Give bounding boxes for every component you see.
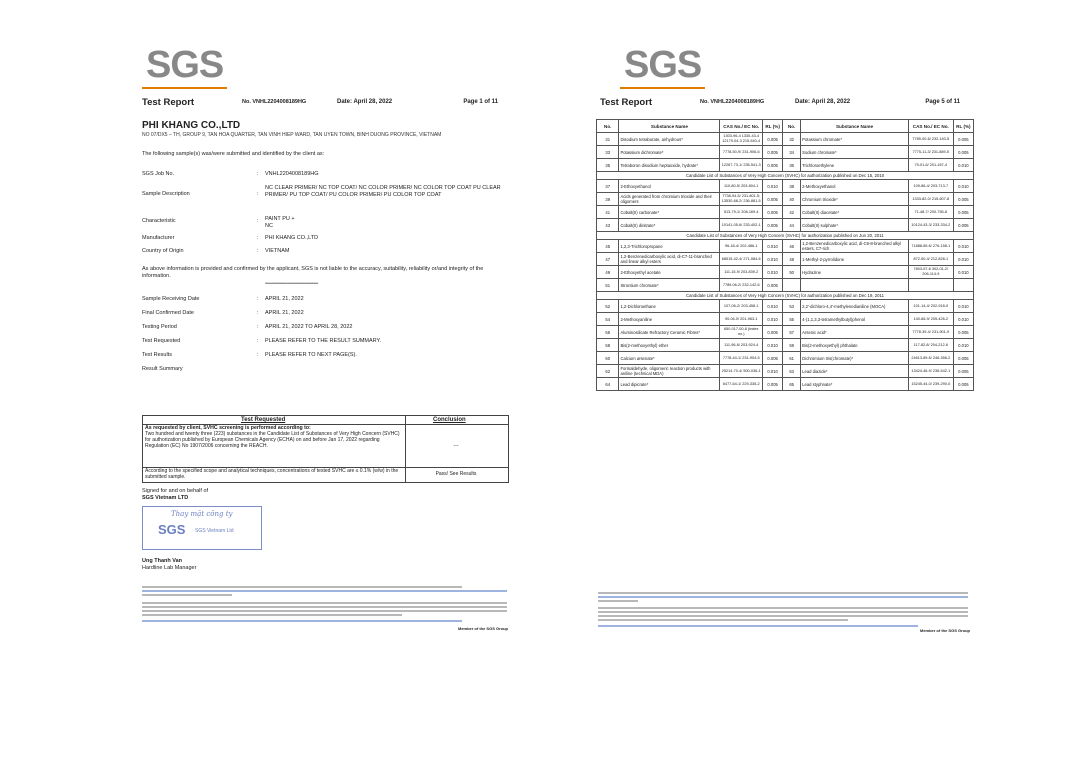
table-cell: 48	[783, 253, 801, 266]
table-row	[597, 326, 974, 339]
table-cell: 2-Methoxyaniline	[619, 313, 720, 326]
candidate-list-caption: Candidate List of Substances of Very High Concern (SVHC) for authorization published on Dec 15, 2010	[597, 172, 974, 180]
fine-print	[598, 615, 968, 617]
report-number: No. VNHL2204008189HG	[700, 99, 765, 105]
signer-name: Ung Thanh Van	[142, 558, 183, 564]
page-number: Page 5 of 11	[925, 99, 960, 105]
table-cell: 12267-73-1/ 235-541-3	[720, 159, 763, 172]
table-cell: 0.010	[953, 159, 973, 172]
col-header: CAS No./ EC No.	[720, 120, 763, 133]
fine-print	[142, 606, 507, 608]
fine-print	[142, 610, 507, 612]
table-cell: Bis(2-methoxyethyl) phthalate	[801, 339, 909, 352]
table-cell: Lead styphnate*	[801, 378, 909, 391]
logo-underline	[620, 87, 705, 89]
fine-print	[598, 596, 968, 598]
field-value: VIETNAM	[265, 248, 290, 254]
summary-row1-heading: As requested by client, SVHC screening is performed according to:	[145, 425, 311, 431]
table-cell: Tetraboron disodium heptaoxide, hydrate*	[619, 159, 720, 172]
fine-print	[598, 607, 968, 609]
table-cell: 25214-70-4/ 500-036-1	[720, 365, 763, 378]
summary-row1-conclusion: ---	[453, 443, 459, 449]
table-cell: 7738-94-5/ 231-801-5; 13530-68-2/ 236-881-5	[720, 193, 763, 206]
table-cell: 1,2-Benzenedicarboxylic acid, di-C6-8-branched alkyl esters, C7-rich	[801, 240, 909, 253]
table-row	[597, 180, 974, 193]
table-cell: 33	[597, 146, 619, 159]
table-cell: 0.010	[953, 300, 973, 313]
stamp-vietnam: SGS Vietnam Ltd	[195, 528, 234, 534]
table-cell: 13424-46-9/ 236-542-1	[908, 365, 953, 378]
table-cell: Lead dipicrate*	[619, 378, 720, 391]
table-cell: 64	[597, 378, 619, 391]
table-row	[597, 352, 974, 365]
fine-print	[142, 594, 232, 596]
table-cell: 0.005	[953, 219, 973, 232]
table-cell: 15245-44-0/ 239-290-0	[908, 378, 953, 391]
table-cell: 31	[597, 133, 619, 146]
table-row	[597, 219, 974, 232]
company-address: NO 07/DX5 – TH, GROUP 9, TAN HOA QUARTER, TAN VINH HIEP WARD, TAN UYEN TOWN, BINH DUONG PROVINCE, VIETNAM	[142, 132, 442, 138]
table-cell: 7778-50-9/ 231-906-6	[720, 146, 763, 159]
table-row	[597, 193, 974, 206]
table-cell: 0.005	[763, 378, 783, 391]
table-cell: Hydrazine	[801, 266, 909, 279]
table-cell: 57	[783, 326, 801, 339]
table-cell: 0.005	[763, 133, 783, 146]
signed-org: SGS Vietnam LTD	[142, 495, 189, 501]
summary-header	[143, 416, 508, 425]
table-cell: 650-017-00-8 (Index no.)	[720, 326, 763, 339]
table-row	[597, 313, 974, 326]
summary-row2-conclusion: Pass/ See Results	[435, 471, 477, 477]
table-cell: 10124-43-3/ 233-334-2	[908, 219, 953, 232]
page-number: Page 1 of 11	[463, 99, 498, 105]
table-row	[597, 253, 974, 266]
table-header-row	[597, 120, 974, 133]
field-label: SGS Job No.	[142, 171, 175, 177]
field-label: Test Results	[142, 352, 172, 358]
field-label: Manufacturer	[142, 235, 175, 241]
table-cell: 45	[597, 240, 619, 253]
table-cell: 0.010	[763, 266, 783, 279]
table-cell: 42	[783, 206, 801, 219]
table-cell: Acids generated from chromium trioxide and their oligomers	[619, 193, 720, 206]
field-value: PAINT PU + NC	[265, 216, 295, 229]
table-row	[597, 300, 974, 313]
fine-print	[598, 619, 848, 621]
table-cell: 71888-89-6/ 276-158-1	[908, 240, 953, 253]
col-header: Substance Name	[801, 120, 909, 133]
intro-text: The following sample(s) was/were submitted and identified by the client as:	[142, 151, 325, 157]
table-cell: 7789-06-2/ 232-142-6	[720, 279, 763, 292]
table-cell: 71-48-7/ 200-755-8	[908, 206, 953, 219]
table-cell: 0.010	[953, 253, 973, 266]
table-cell: 7775-11-3/ 231-889-5	[908, 146, 953, 159]
table-cell: 34	[783, 146, 801, 159]
table-cell: Bis(2-methoxyethyl) ether	[619, 339, 720, 352]
report-title: Test Report	[600, 97, 653, 108]
table-cell: 1303-96-4 1330-43-4 12179-04-3 215-540-4	[720, 133, 763, 146]
field-label: Test Requested	[142, 338, 181, 344]
table-row	[597, 339, 974, 352]
report-number: No. VNHL2204008189HG	[242, 99, 307, 105]
table-cell: Cobalt(II) carbonate*	[619, 206, 720, 219]
company-stamp	[142, 506, 262, 550]
table-cell: 110-80-5/ 203-804-1	[720, 180, 763, 193]
table-row	[597, 266, 974, 279]
table-cell: 513-79-1/ 208-169-4	[720, 206, 763, 219]
candidate-list-row	[597, 232, 974, 240]
table-cell: Lead diazide*	[801, 365, 909, 378]
field-label: Final Confirmed Date	[142, 310, 194, 316]
svhc-substance-table	[596, 119, 974, 391]
table-cell: 0.010	[763, 180, 783, 193]
table-cell: 140-66-9/ 205-426-2	[908, 313, 953, 326]
table-cell: 2-Ethoxyethanol	[619, 180, 720, 193]
table-cell: Formaldehyde, oligomeric reaction products with aniline (technical MDA)	[619, 365, 720, 378]
table-cell: 111-15-9/ 203-839-2	[720, 266, 763, 279]
table-cell: 1333-82-0/ 215-607-8	[908, 193, 953, 206]
report-date: Date: April 28, 2022	[337, 99, 393, 105]
table-row	[597, 206, 974, 219]
table-cell: Potassium chromate*	[801, 133, 909, 146]
fine-print	[142, 620, 462, 622]
table-cell: Arsenic acid*	[801, 326, 909, 339]
field-value: PHI KHANG CO.,LTD	[265, 235, 319, 241]
table-cell: 0.005	[763, 352, 783, 365]
table-cell: 101-14-4/ 202-918-9	[908, 300, 953, 313]
table-cell	[801, 279, 909, 292]
field-value: APRIL 21, 2022	[265, 296, 304, 302]
col-header: RL (%)	[953, 120, 973, 133]
table-cell: 0.005	[763, 326, 783, 339]
report-page-1: SGS Test Report No. VNHL2204008189HG Date: April 28, 2022 Page 1 of 11 PHI KHANG CO.,LTD NO 07/DX5 – TH, GROUP 9, TAN HOA QUARTER, TAN VINH HIEP WARD, TAN UYEN TOWN, BINH DUONG PROVINCE, VIETNAM The following sample(s) was/were submitted and identified by the client as: SGS Job No. : VNHL2204008189HG Sample Description : NC CLEAR PRIMER/ NC TOP COAT/ NC COLOR PRIMER/ NC COLOR TOP COAT PU CLEAR PRIMER/ PU TOP COAT/ PU COLOR PRIMER/ PU COLOR TOP COAT Characteristic : PAINT PU + NC Manufacturer : PHI KHANG CO.,LTD Country of Origin : VIETNAM As above information is provided and confirmed by the applicant, SGS is not liable to the accuracy, suitability, reliability or/and integrity of the information. ************************************************** Sample Receiving Date : APRIL 21, 2022 Final Confirmed Date : APRIL 21, 2022 Testing Period : APRIL 21, 2022 TO APRIL 28, 2022 Test Requested : PLEASE REFER TO THE RESULT SUMMARY. Test Results : PLEASE REFER TO NEXT PAGE(S). Result Summary Test Requested Conclusion As requested by client, SVHC screening is performed according to: Two hundred and twenty three (223) substances in the Candidate List of Substances of Very High Concern (SVHC) for authorization published by European Chemicals Agency (ECHA) on and before Jan 17, 2022 regarding Regulation (EC) No 1907/2006 concerning the REACH. --- According to the specified scope and analytical techniques, concentrations of tested SVHC are ≤ 0.1% (w/w) in the submitted sample. Pass/ See Results Signed for and on behalf of SGS Vietnam LTD Thay mặt công ty SGS SGS Vietnam Ltd Ung Thanh Van Hardline Lab Manager Member of the SGS Group	[120, 30, 520, 650]
table-cell: 50	[783, 266, 801, 279]
table-row	[597, 279, 974, 292]
table-cell: 107-06-2/ 203-458-1	[720, 300, 763, 313]
table-cell: Trichloroethylene	[801, 159, 909, 172]
table-cell: 0.005	[953, 365, 973, 378]
table-cell: 0.005	[953, 193, 973, 206]
table-cell: 58	[597, 339, 619, 352]
table-cell: 2-Methoxyethanol	[801, 180, 909, 193]
fine-print	[598, 592, 968, 594]
report-header	[600, 98, 972, 110]
stamp-sgs: SGS	[158, 522, 186, 537]
table-cell: 0.010	[953, 313, 973, 326]
table-cell: 0.010	[763, 300, 783, 313]
table-cell: 2,2'-dichloro-4,4'-methylenedianiline (MOCA)	[801, 300, 909, 313]
report-page-5	[582, 30, 982, 650]
table-cell: 0.005	[763, 159, 783, 172]
table-cell: Dichromium tris(chromate)*	[801, 352, 909, 365]
table-cell: 117-82-8/ 204-212-6	[908, 339, 953, 352]
table-cell: 54	[597, 313, 619, 326]
candidate-list-row	[597, 172, 974, 180]
report-date: Date: April 28, 2022	[795, 99, 851, 105]
table-cell: 1,2,3-Trichloropropane	[619, 240, 720, 253]
table-row	[597, 159, 974, 172]
table-cell: 0.005	[763, 206, 783, 219]
table-row	[597, 133, 974, 146]
table-cell: 872-50-4/ 212-828-1	[908, 253, 953, 266]
sgs-logo-text: SGS	[146, 44, 224, 86]
table-cell: 65	[783, 378, 801, 391]
sgs-logo	[142, 44, 227, 90]
table-cell: 10141-05-6/ 233-402-1	[720, 219, 763, 232]
table-cell: Cobalt(II) sulphate*	[801, 219, 909, 232]
table-cell: 0.010	[763, 253, 783, 266]
table-cell: 2-Ethoxyethyl acetate	[619, 266, 720, 279]
table-cell: 24613-89-6/ 246-356-2	[908, 352, 953, 365]
candidate-list-caption: Candidate List of Substances of Very High Concern (SVHC) for authorization published on Dec 19, 2011	[597, 292, 974, 300]
table-cell: 111-96-6/ 203-924-4	[720, 339, 763, 352]
table-cell: Chromium trioxide*	[801, 193, 909, 206]
table-cell: 0.005	[763, 219, 783, 232]
sgs-logo-text: SGS	[624, 44, 702, 86]
table-cell: Strontium chromate*	[619, 279, 720, 292]
field-label: Sample Description	[142, 191, 190, 197]
table-cell: Potassium dichromate*	[619, 146, 720, 159]
table-cell: 49	[597, 266, 619, 279]
table-cell: 52	[597, 300, 619, 313]
fine-print	[598, 625, 918, 627]
table-row	[597, 378, 974, 391]
table-cell: 0.010	[763, 240, 783, 253]
table-cell	[953, 279, 973, 292]
table-cell: 0.010	[763, 365, 783, 378]
table-cell: 96-18-4/ 202-486-1	[720, 240, 763, 253]
table-cell: 61	[783, 352, 801, 365]
result-summary-table	[142, 415, 509, 483]
table-cell: 62	[597, 365, 619, 378]
field-value: NC CLEAR PRIMER/ NC TOP COAT/ NC COLOR PRIMER/ NC COLOR TOP COAT PU CLEAR PRIMER/ PU TOP COAT/ PU COLOR PRIMER/ PU COLOR TOP COAT	[265, 185, 501, 198]
table-cell: 7789-00-6/ 232-140-5	[908, 133, 953, 146]
table-cell: 0.005	[953, 206, 973, 219]
table-cell: Disodium tetraborate, anhydrous*	[619, 133, 720, 146]
table-cell: 0.005	[953, 352, 973, 365]
disclaimer-text: As above information is provided and confirmed by the applicant, SGS is not liable to the accuracy, suitability, reliability or/and integrity of the information.	[142, 266, 484, 279]
sgs-member-note: Member of the SGS Group	[457, 626, 508, 631]
table-cell: 0.010	[953, 240, 973, 253]
summary-row1-text: Two hundred and twenty three (223) substances in the Candidate List of Substances of Very High Concern (SVHC) for authorization published by European Chemicals Agency (ECHA) on and before Jan 17, 2022 regarding Regulation (EC) No 1907/2006 concerning the REACH.	[145, 431, 400, 449]
table-cell: 0.005	[763, 279, 783, 292]
separator-stars: **************************************************	[265, 281, 318, 286]
field-label: Country of Origin	[142, 248, 184, 254]
table-cell: 41	[597, 206, 619, 219]
field-value: APRIL 21, 2022 TO APRIL 28, 2022	[265, 324, 353, 330]
table-cell	[783, 279, 801, 292]
table-cell: 0.005	[763, 146, 783, 159]
table-cell: 40	[783, 193, 801, 206]
candidate-list-row	[597, 292, 974, 300]
table-cell: 0.005	[763, 193, 783, 206]
table-cell: Cobalt(II) diacetate*	[801, 206, 909, 219]
table-cell: 0.010	[763, 313, 783, 326]
table-cell: 1-Methyl-2-pyrrolidone	[801, 253, 909, 266]
table-row	[597, 240, 974, 253]
table-cell: 63	[783, 365, 801, 378]
table-cell: 44	[783, 219, 801, 232]
field-value: VNHL2204008189HG	[265, 171, 319, 177]
table-cell: 56	[597, 326, 619, 339]
summary-col-conclusion: Conclusion	[433, 417, 466, 423]
table-cell	[908, 279, 953, 292]
table-cell: 59	[783, 339, 801, 352]
table-cell: 32	[783, 133, 801, 146]
report-title: Test Report	[142, 97, 195, 108]
table-cell: 35	[597, 159, 619, 172]
col-header: No.	[597, 120, 619, 133]
table-cell: 60	[597, 352, 619, 365]
table-cell: Aluminosilicate Refractory Ceramic Fibres*	[619, 326, 720, 339]
table-cell: 7803-57-8 302-01-2/ 206-114-9	[908, 266, 953, 279]
table-cell: 36	[783, 159, 801, 172]
table-row	[597, 146, 974, 159]
table-cell: 6477-64-1/ 229-335-2	[720, 378, 763, 391]
table-cell: 53	[783, 300, 801, 313]
table-cell: 79-01-6/ 201-167-4	[908, 159, 953, 172]
table-cell: 55	[783, 313, 801, 326]
signed-label: Signed for and on behalf of	[142, 488, 209, 494]
logo-underline	[142, 87, 227, 89]
table-cell: 43	[597, 219, 619, 232]
fine-print	[598, 600, 638, 602]
field-label: Characteristic	[142, 218, 176, 224]
table-cell: 0.010	[953, 339, 973, 352]
table-cell: 38	[783, 180, 801, 193]
table-cell: 39	[597, 193, 619, 206]
col-header: Substance Name	[619, 120, 720, 133]
table-cell: 0.005	[953, 133, 973, 146]
table-cell: Calcium arsenate*	[619, 352, 720, 365]
field-label: Sample Receiving Date	[142, 296, 200, 302]
col-header: RL (%)	[763, 120, 783, 133]
fine-print	[142, 590, 507, 592]
company-name: PHI KHANG CO.,LTD	[142, 120, 241, 131]
report-header	[142, 98, 510, 110]
sgs-member-note: Member of the SGS Group	[919, 628, 970, 633]
table-cell: 90-04-0/ 201-963-1	[720, 313, 763, 326]
table-cell: 4-(1,1,3,3-tetramethylbutyl)phenol	[801, 313, 909, 326]
sgs-logo	[620, 44, 705, 90]
field-value: APRIL 21, 2022	[265, 310, 304, 316]
table-cell: 0.005	[953, 326, 973, 339]
field-value: PLEASE REFER TO NEXT PAGE(S).	[265, 352, 357, 358]
table-cell: 47	[597, 253, 619, 266]
table-cell: 51	[597, 279, 619, 292]
stamp-handwriting: Thay mặt công ty	[171, 510, 233, 518]
table-cell: 1,2-Dichloroethane	[619, 300, 720, 313]
field-value: PLEASE REFER TO THE RESULT SUMMARY.	[265, 338, 382, 344]
table-cell: 1,2-Benzenedicarboxylic acid, di-C7-11-branched and linear alkyl esters	[619, 253, 720, 266]
col-header: CAS No./ EC No.	[908, 120, 953, 133]
fine-print	[142, 614, 402, 616]
table-cell: 7778-44-1/ 231-904-5	[720, 352, 763, 365]
table-cell: 37	[597, 180, 619, 193]
summary-col-test: Test Requested	[241, 417, 286, 423]
table-cell: 0.010	[953, 266, 973, 279]
result-summary-label: Result Summary	[142, 366, 183, 372]
table-cell: 0.010	[763, 339, 783, 352]
table-cell: Sodium chromate*	[801, 146, 909, 159]
fine-print	[598, 611, 968, 613]
table-cell: 46	[783, 240, 801, 253]
candidate-list-caption: Candidate List of Substances of Very High Concern (SVHC) for authorization published on Jun 20, 2011	[597, 232, 974, 240]
table-cell: 0.005	[953, 378, 973, 391]
signer-role: Hardline Lab Manager	[142, 565, 197, 571]
field-label: Testing Period	[142, 324, 177, 330]
table-cell: 68515-42-4/ 271-084-6	[720, 253, 763, 266]
summary-row2-text: According to the specified scope and analytical techniques, concentrations of tested SVHC are ≤ 0.1% (w/w) in the submitted sample.	[145, 468, 399, 480]
table-row	[597, 365, 974, 378]
table-cell: 0.005	[953, 146, 973, 159]
table-cell: 109-86-4/ 203-713-7	[908, 180, 953, 193]
table-cell: 7778-39-4/ 231-901-9	[908, 326, 953, 339]
table-cell: 0.010	[953, 180, 973, 193]
table-cell: Cobalt(II) dinitrate*	[619, 219, 720, 232]
fine-print	[142, 586, 462, 588]
fine-print	[142, 602, 507, 604]
col-header: No.	[783, 120, 801, 133]
